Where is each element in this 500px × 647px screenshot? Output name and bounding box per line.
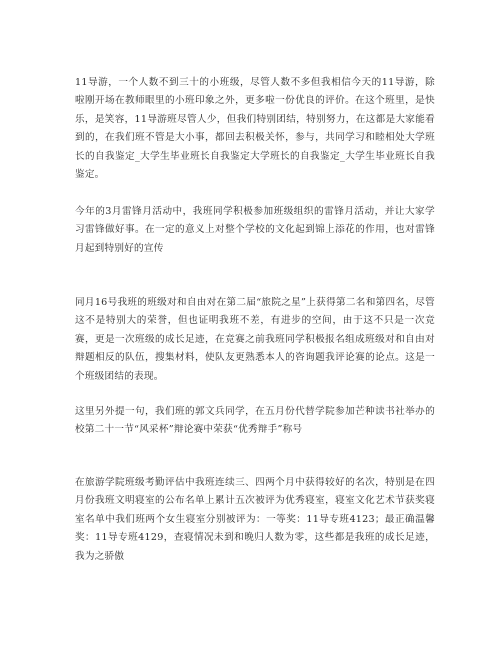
paragraph-lei-feng-activity: 今年的3月雷锋月活动中，我班同学积极参加班级组织的雷锋月活动，并让大家学习雷锋做好事。在一定的意义上对整个学校的文化起到锦上添花的作用，也对雷锋月起到特别好的宣传 (75, 206, 435, 254)
paragraph-debate-competition: 同月16号我班的班级对和自由对在第二届“旅院之星”上获得第二名和第四名，尽管这不是特别大的荣誉，但也证明我班不差，有进步的空间，由于这不只是一次竞赛，更是一次班级的成长足迹，在竞赛之前我班同学积极报名组成班级对和自由对辩题相反的队伍，搜集材料，使队友更熟悉本人的咨询题我评论赛的论点。这是一个班级团结的表现。 (75, 297, 435, 382)
paragraph-class-introduction: 11导游，一个人数不到三十的小班级，尽管人数不多但我相信今天的11导游，除啦刚开场在教师眼里的小班印象之外，更多啦一份优良的评价。在这个班里，是快乐，是笑容，11导游班尽管人少，但我们特别团结，特别努力，在这都是大家能看到的，在我们班不管是大小事，都回去积极关怀，参与，共同学习和睦相处大学班长的自我鉴定_大学生毕业班长自我鉴定大学班长的自我鉴定_大学生毕业班长自我鉴定。 (75, 77, 435, 181)
paragraph-attendance-dormitory: 在旅游学院班级考勤评估中我班连续三、四两个月中获得较好的名次，特别是在四月份我班文明寝室的公布名单上累计五次被评为优秀寝室，寝室文化艺术节获奖寝室名单中我们班两个女生寝室分别被评为：一等奖：11导专班4123；最正确温馨奖：11导专班4129，查寝情况未到和晚归人数为零，这些都是我班的成长足迹，我为之骄傲 (75, 477, 435, 562)
paragraph-best-debater: 这里另外提一句，我们班的郭文兵同学，在五月份代替学院参加芒种读书社举办的校第二十一节“风采杯”辩论赛中荣获“优秀辩手”称号 (75, 406, 435, 436)
